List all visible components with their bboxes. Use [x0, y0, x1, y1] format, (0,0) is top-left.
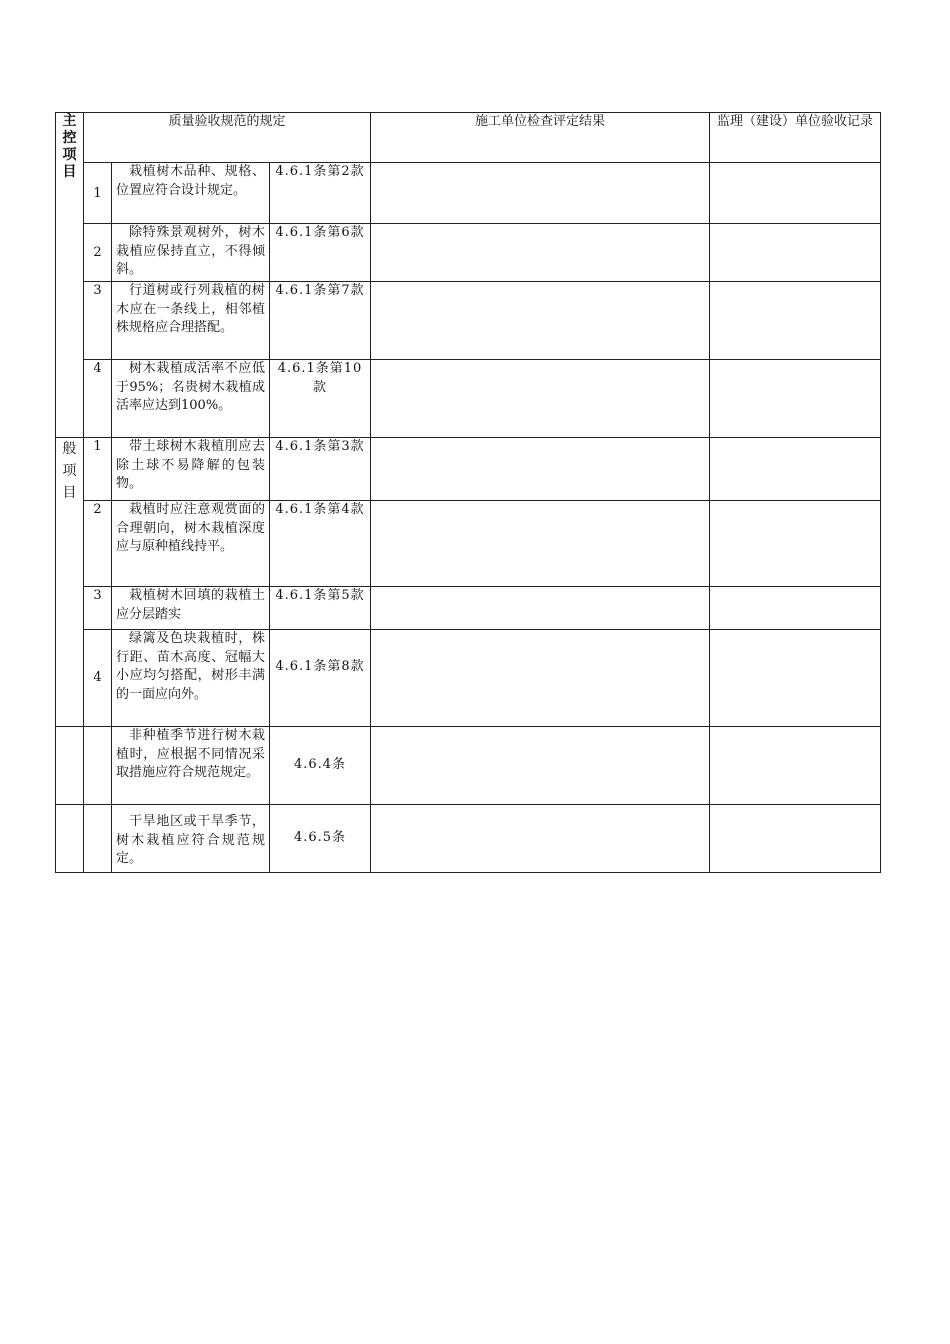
- item-number: 3: [84, 587, 112, 630]
- general-group-cell: [56, 438, 84, 727]
- item-number-empty: [84, 727, 112, 805]
- item-clause: 4.6.1条第3款: [270, 438, 371, 501]
- table-row: [56, 501, 881, 587]
- supervision-record-cell[interactable]: [710, 587, 881, 630]
- table-row: [56, 282, 881, 360]
- acceptance-table: [55, 112, 881, 873]
- table-row: [56, 438, 881, 501]
- main-control-group-label: 主控项目: [62, 113, 77, 180]
- item-clause: 4.6.1条第10款: [270, 360, 371, 438]
- supervision-record-cell[interactable]: [710, 224, 881, 282]
- item-number: 1: [84, 163, 112, 224]
- item-number: 4: [84, 630, 112, 727]
- item-requirement: 绿篱及色块栽植时，株行距、苗木高度、冠幅大小应均匀搭配，树形丰满的一面应向外。: [112, 630, 270, 727]
- table-row: [56, 360, 881, 438]
- construction-result-cell[interactable]: [371, 360, 710, 438]
- main-control-group-cell: [56, 113, 84, 438]
- item-clause: 4.6.1条第2款: [270, 163, 371, 224]
- table-row: [56, 587, 881, 630]
- item-number-empty: [84, 805, 112, 873]
- item-clause: 4.6.5条: [270, 805, 371, 873]
- item-number: 1: [84, 438, 112, 501]
- supervision-record-cell[interactable]: [710, 282, 881, 360]
- table-row: [56, 805, 881, 873]
- item-number: 3: [84, 282, 112, 360]
- item-requirement: 栽植时应注意观赏面的合理朝向，树木栽植深度应与原种植线持平。: [112, 501, 270, 587]
- table-row: [56, 727, 881, 805]
- spec-header: 质量验收规范的规定: [84, 113, 371, 163]
- construction-result-cell[interactable]: [371, 438, 710, 501]
- supervision-record-cell[interactable]: [710, 630, 881, 727]
- table-row: [56, 224, 881, 282]
- construction-result-cell[interactable]: [371, 282, 710, 360]
- supervision-record-cell[interactable]: [710, 727, 881, 805]
- item-clause: 4.6.4条: [270, 727, 371, 805]
- construction-result-header: 施工单位检查评定结果: [371, 113, 710, 163]
- item-requirement: 带土球树木栽植刖应去除土球不易降解的包装物。: [112, 438, 270, 501]
- item-requirement: 干旱地区或干旱季节，树木栽植应符合规范规定。: [112, 805, 270, 873]
- item-clause: 4.6.1条第5款: [270, 587, 371, 630]
- item-number: 4: [84, 360, 112, 438]
- item-requirement: 树木栽植成活率不应低于95%；名贵树木栽植成活率应达到100%。: [112, 360, 270, 438]
- general-group-label: 般项目: [62, 441, 77, 501]
- item-clause: 4.6.1条第4款: [270, 501, 371, 587]
- supervision-record-cell[interactable]: [710, 501, 881, 587]
- supervision-record-header: 监理（建设）单位验收记录: [710, 113, 881, 163]
- item-clause: 4.6.1条第6款: [270, 224, 371, 282]
- supervision-record-cell[interactable]: [710, 360, 881, 438]
- table-header-row: [56, 113, 881, 163]
- item-requirement: 非种植季节进行树木栽植时，应根据不同情况采取措施应符合规范规定。: [112, 727, 270, 805]
- construction-result-cell[interactable]: [371, 163, 710, 224]
- group-cell-empty: [56, 805, 84, 873]
- item-requirement: 行道树或行列栽植的树木应在一条线上，相邻植株规格应合理搭配。: [112, 282, 270, 360]
- item-clause: 4.6.1条第8款: [270, 630, 371, 727]
- construction-result-cell[interactable]: [371, 630, 710, 727]
- supervision-record-cell[interactable]: [710, 805, 881, 873]
- construction-result-cell[interactable]: [371, 501, 710, 587]
- supervision-record-cell[interactable]: [710, 438, 881, 501]
- construction-result-cell[interactable]: [371, 587, 710, 630]
- item-number: 2: [84, 501, 112, 587]
- table-row: [56, 163, 881, 224]
- group-cell-empty: [56, 727, 84, 805]
- construction-result-cell[interactable]: [371, 727, 710, 805]
- table-row: [56, 630, 881, 727]
- item-requirement: 栽植树木回填的栽植土应分层踏实: [112, 587, 270, 630]
- construction-result-cell[interactable]: [371, 805, 710, 873]
- supervision-record-cell[interactable]: [710, 163, 881, 224]
- item-requirement: 除特殊景观树外，树木栽植应保持直立，不得倾斜。: [112, 224, 270, 282]
- item-number: 2: [84, 224, 112, 282]
- construction-result-cell[interactable]: [371, 224, 710, 282]
- item-requirement: 栽植树木品种、规格、位置应符合设计规定。: [112, 163, 270, 224]
- item-clause: 4.6.1条第7款: [270, 282, 371, 360]
